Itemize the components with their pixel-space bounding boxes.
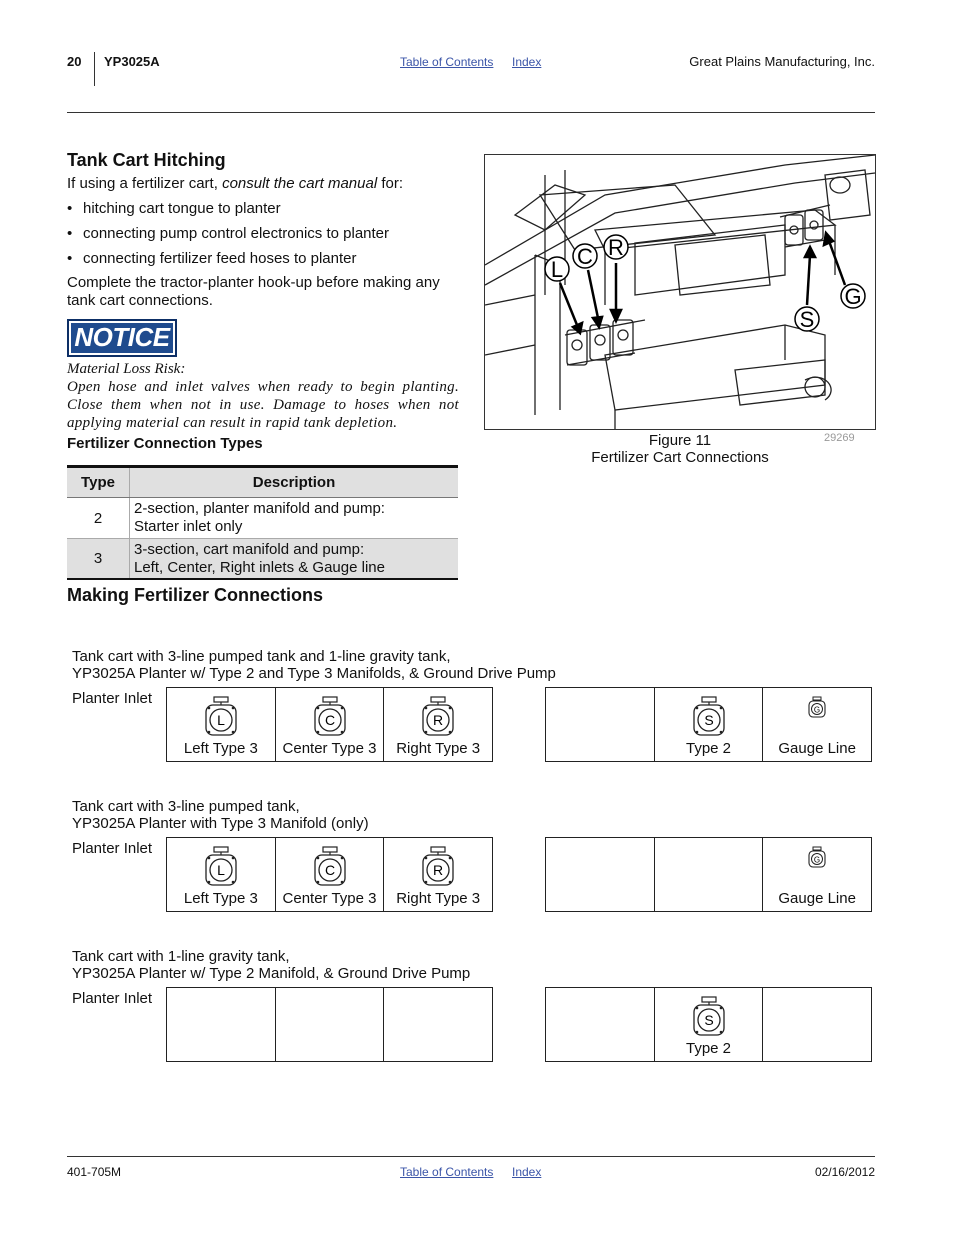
footer-date: 02/16/2012 — [814, 1165, 875, 1179]
callout-label-s: S — [799, 307, 815, 332]
inlet-label: Type 2 — [685, 1040, 732, 1057]
description-line: Starter inlet only — [134, 518, 243, 535]
connection-types-table — [67, 468, 458, 580]
svg-text:R: R — [433, 862, 444, 878]
right-inlet-row — [545, 987, 872, 1062]
inlet-fitting-icon — [421, 696, 455, 741]
inlet-label: Right Type 3 — [396, 740, 481, 757]
inlet-label: Left Type 3 — [183, 890, 258, 907]
config-description: YP3025A Planter with Type 3 Manifold (only) — [72, 815, 369, 832]
model-name: YP3025A — [104, 54, 160, 69]
config-description: YP3025A Planter w/ Type 2 Manifold, & Ground Drive Pump — [72, 965, 471, 982]
notice-heading: Material Loss Risk: — [67, 361, 186, 377]
table-row — [67, 498, 458, 539]
svg-text:R: R — [433, 712, 444, 728]
inlet-cell — [763, 988, 871, 1061]
inlet-fitting-icon — [421, 846, 455, 891]
description-line: Left, Center, Right inlets & Gauge line — [134, 558, 385, 576]
inlet-cell — [167, 988, 276, 1061]
inlet-cell — [167, 838, 276, 911]
svg-text:L: L — [216, 862, 225, 878]
type-cell: 2 — [67, 498, 130, 539]
figure-number: Figure 11 — [648, 432, 712, 449]
svg-text:G: G — [814, 705, 821, 715]
intro-emphasis: consult the cart manual — [222, 175, 378, 192]
section-title-hitching: Tank Cart Hitching — [67, 150, 226, 170]
inlet-cell — [384, 838, 492, 911]
inlet-fitting-icon — [313, 846, 347, 891]
left-inlet-row — [166, 987, 493, 1062]
callout-label-r: R — [608, 235, 624, 260]
inlet-cell — [655, 988, 764, 1061]
inlet-label: Gauge Line — [778, 740, 856, 757]
inlet-cell — [763, 688, 871, 761]
inlet-label: Center Type 3 — [282, 740, 377, 757]
column-header-description: Description — [130, 468, 459, 498]
hitching-list — [67, 200, 462, 275]
right-inlet-row — [545, 837, 872, 912]
inlet-label: Type 2 — [685, 740, 732, 757]
inlet-cell — [276, 838, 385, 911]
config-description: Tank cart with 3-line pumped tank, — [72, 798, 300, 815]
inlet-cell — [763, 838, 871, 911]
table-row — [67, 539, 458, 580]
inlet-label: Center Type 3 — [282, 890, 377, 907]
svg-text:L: L — [216, 712, 225, 728]
left-inlet-row — [166, 837, 493, 912]
inlet-fitting-icon — [692, 696, 726, 741]
footer-index-link[interactable]: Index — [512, 1165, 542, 1179]
notice-badge — [67, 319, 177, 357]
svg-text:C: C — [324, 862, 335, 878]
inlet-cell — [384, 988, 492, 1061]
gauge-fitting-icon — [808, 846, 826, 873]
inlet-fitting-icon — [204, 696, 238, 741]
figure-frame — [484, 154, 876, 430]
hitching-paragraph: Complete the tractor-planter hook-up before making any tank cart connections. — [67, 274, 440, 309]
planter-inlet-label: Planter Inlet — [72, 690, 153, 707]
inlet-cell — [167, 688, 276, 761]
inlet-fitting-icon — [204, 846, 238, 891]
section-title-connections: Making Fertilizer Connections — [67, 585, 324, 605]
config-description: Tank cart with 3-line pumped tank and 1-line gravity tank, — [72, 648, 451, 665]
footer-rule — [67, 1156, 875, 1157]
callout-label-c: C — [577, 244, 593, 269]
inlet-cell — [276, 988, 385, 1061]
svg-text:S: S — [703, 712, 714, 728]
toc-link[interactable]: Table of Contents — [400, 55, 494, 69]
fertilizer-cart-illustration — [485, 155, 875, 429]
inlet-cell — [655, 838, 764, 911]
header-divider — [94, 52, 95, 86]
inlet-cell — [384, 688, 492, 761]
description-line: 3-section, cart manifold and pump: — [134, 540, 365, 558]
planter-inlet-label: Planter Inlet — [72, 990, 153, 1007]
svg-text:S: S — [703, 1012, 714, 1028]
planter-inlet-label: Planter Inlet — [72, 840, 153, 857]
header-rule — [67, 112, 875, 113]
figure-id: 29269 — [824, 432, 855, 444]
notice-label: NOTICE — [74, 322, 170, 352]
inlet-fitting-icon — [692, 996, 726, 1041]
table-header-row — [67, 468, 458, 498]
description-cell — [130, 498, 459, 539]
hitching-intro — [67, 175, 462, 193]
inlet-cell — [546, 838, 655, 911]
type-cell: 3 — [67, 539, 130, 580]
doc-number: 401-705M — [67, 1165, 122, 1179]
page-number: 20 — [67, 54, 82, 69]
list-item: • connecting pump control electronics to planter — [67, 225, 462, 243]
list-item: • connecting fertilizer feed hoses to planter — [67, 250, 462, 268]
index-link[interactable]: Index — [512, 55, 542, 69]
inlet-label: Gauge Line — [778, 890, 856, 907]
figure-caption: Fertilizer Cart Connections — [591, 449, 769, 466]
footer-toc-link[interactable]: Table of Contents — [400, 1165, 494, 1179]
description-line: 2-section, planter manifold and pump: — [134, 500, 385, 517]
description-cell — [130, 539, 459, 580]
inlet-fitting-icon — [313, 696, 347, 741]
inlet-cell — [546, 688, 655, 761]
left-inlet-row — [166, 687, 493, 762]
inlet-cell — [655, 688, 764, 761]
inlet-cell — [546, 988, 655, 1061]
column-header-type: Type — [67, 468, 130, 498]
config-description: Tank cart with 1-line gravity tank, — [72, 948, 290, 965]
list-item: • hitching cart tongue to planter — [67, 200, 462, 218]
svg-text:C: C — [324, 712, 335, 728]
callout-label-g: G — [844, 284, 862, 309]
notice-text: Open hose and inlet valves when ready to begin planting. Close them when not in use. Damage to hoses when not applying material can result in rapid tank depletion. — [67, 379, 459, 431]
intro-text-end: for: — [377, 175, 403, 192]
inlet-label: Right Type 3 — [396, 890, 481, 907]
table-caption: Fertilizer Connection Types — [67, 435, 263, 452]
config-description: YP3025A Planter w/ Type 2 and Type 3 Manifolds, & Ground Drive Pump — [72, 665, 556, 682]
svg-text:G: G — [814, 855, 821, 865]
callout-label-l: L — [550, 257, 564, 282]
right-inlet-row — [545, 687, 872, 762]
inlet-label: Left Type 3 — [183, 740, 258, 757]
inlet-cell — [276, 688, 385, 761]
intro-text: If using a fertilizer cart, — [67, 175, 223, 192]
gauge-fitting-icon — [808, 696, 826, 723]
company-name: Great Plains Manufacturing, Inc. — [689, 54, 875, 69]
